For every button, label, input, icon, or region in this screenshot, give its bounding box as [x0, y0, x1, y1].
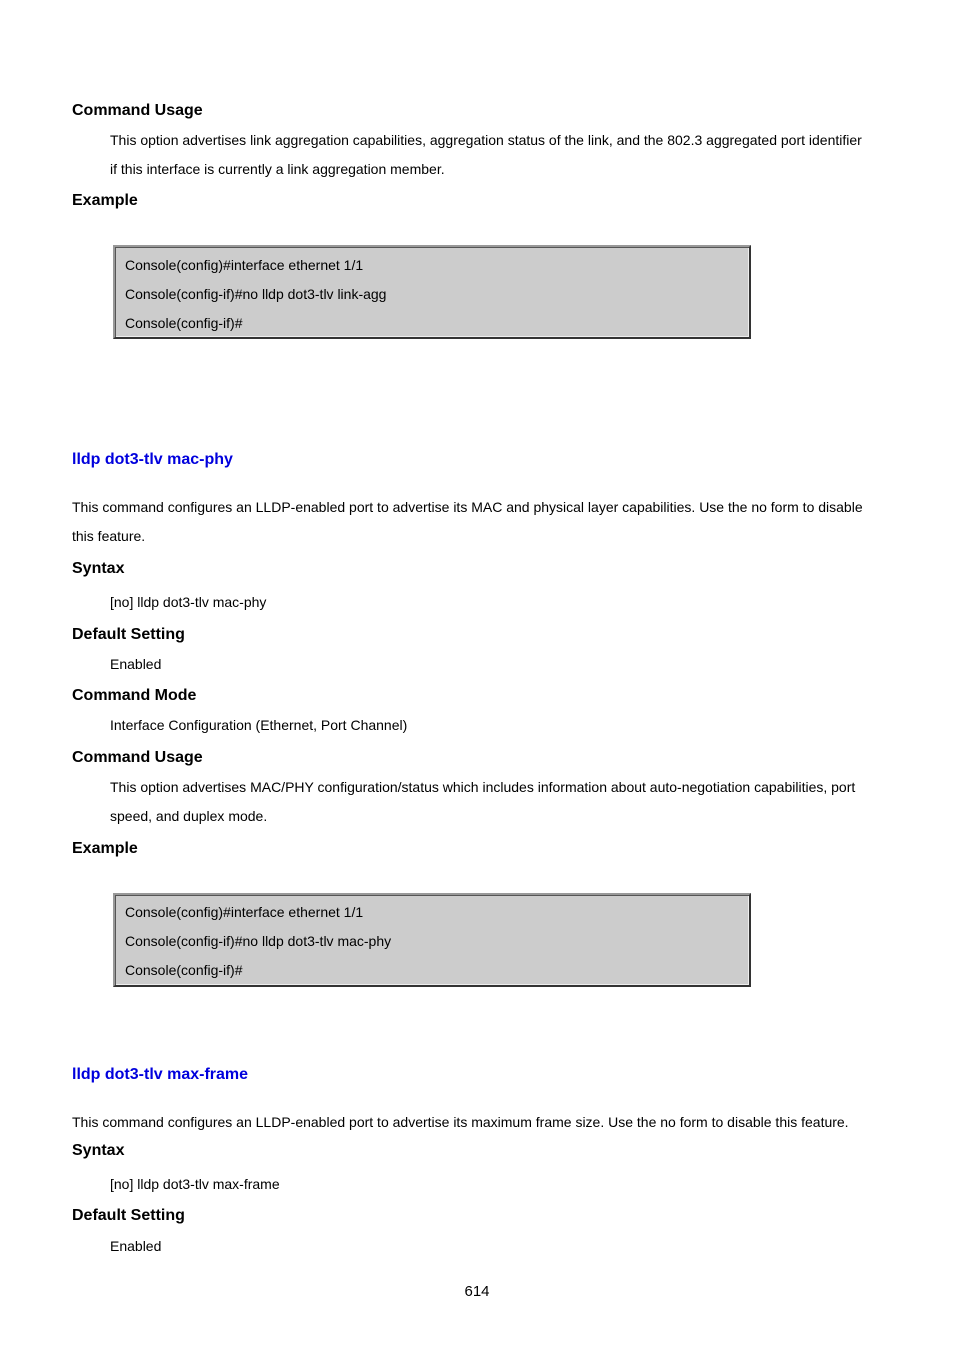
command-description: this feature. [72, 528, 146, 544]
example-heading: Example [72, 192, 138, 209]
syntax-text: [no] lldp dot3-tlv max-frame [110, 1176, 280, 1192]
example-heading: Example [72, 840, 138, 857]
command-title: lldp dot3-tlv mac-phy [72, 451, 233, 468]
code-line: Console(config-if)# [125, 315, 243, 331]
default-setting-text: Enabled [110, 1238, 162, 1254]
code-line: Console(config-if)#no lldp dot3-tlv link-agg [125, 286, 387, 302]
command-description: This command configures an LLDP-enabled port to advertise its MAC and physical layer capabilities. Use the no form to disable [72, 499, 863, 515]
default-setting-heading: Default Setting [72, 626, 185, 643]
command-description: This command configures an LLDP-enabled port to advertise its maximum frame size. Use the no form to disable this feature. [72, 1114, 849, 1130]
command-mode-text: Interface Configuration (Ethernet, Port Channel) [110, 717, 408, 733]
command-usage-heading: Command Usage [72, 749, 203, 766]
command-mode-heading: Command Mode [72, 687, 197, 704]
code-line: Console(config-if)#no lldp dot3-tlv mac-phy [125, 933, 392, 949]
syntax-heading: Syntax [72, 560, 125, 577]
command-usage-text: speed, and duplex mode. [110, 808, 268, 824]
page-number: 614 [464, 1283, 490, 1300]
code-line: Console(config)#interface ethernet 1/1 [125, 257, 364, 273]
code-line: Console(config-if)# [125, 962, 243, 978]
command-usage-text: if this interface is currently a link aggregation member. [110, 161, 445, 177]
default-setting-heading: Default Setting [72, 1207, 185, 1224]
command-title: lldp dot3-tlv max-frame [72, 1066, 249, 1083]
default-setting-text: Enabled [110, 656, 162, 672]
code-example-box [113, 245, 751, 339]
command-usage-text: This option advertises MAC/PHY configuration/status which includes information about auto-negotiation capabilities, port [110, 779, 856, 795]
command-usage-text: This option advertises link aggregation capabilities, aggregation status of the link, and the 802.3 aggregated port identifier [110, 132, 862, 148]
code-example-box [113, 893, 751, 987]
syntax-heading: Syntax [72, 1142, 125, 1159]
command-usage-heading: Command Usage [72, 102, 203, 119]
code-line: Console(config)#interface ethernet 1/1 [125, 904, 364, 920]
syntax-text: [no] lldp dot3-tlv mac-phy [110, 594, 267, 610]
